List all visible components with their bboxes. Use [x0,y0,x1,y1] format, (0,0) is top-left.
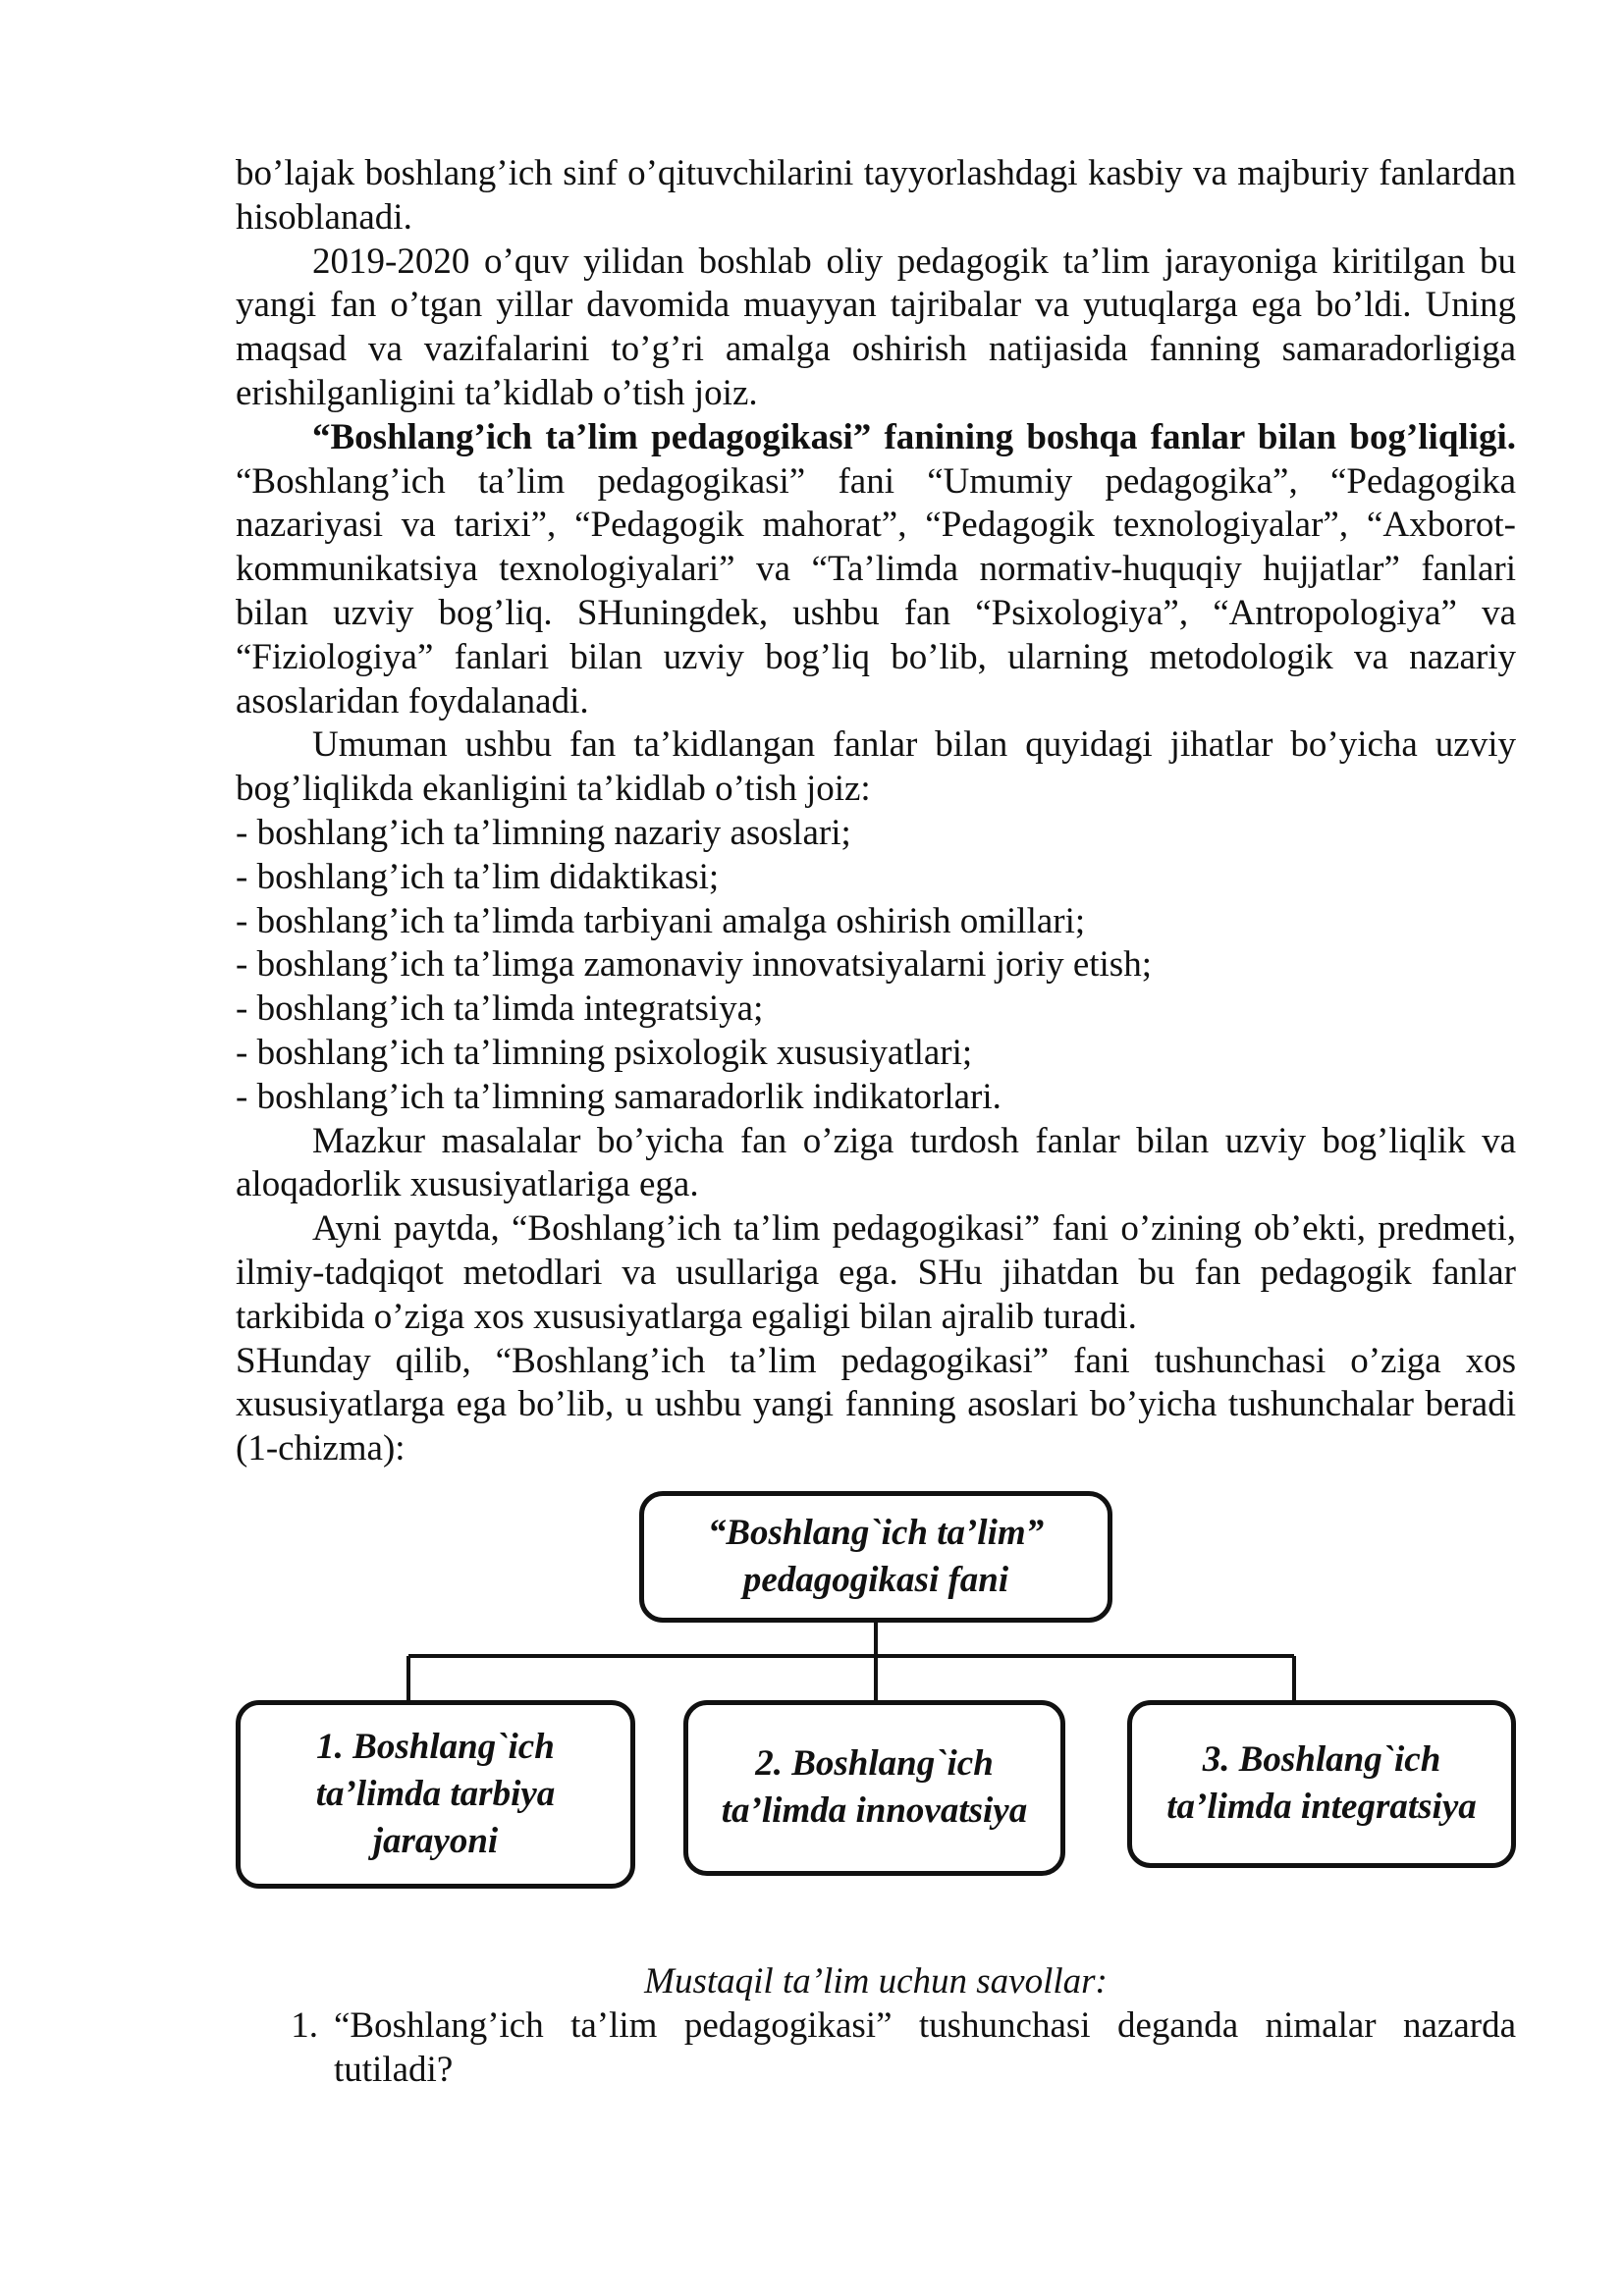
question-number: 1. [291,2004,318,2046]
paragraph-1: bo’lajak boshlang’ich sinf o’qituvchilarini tayyorlashdagi kasbiy va majburiy fanlardan hisoblanadi. [236,153,1516,238]
main-subject-box [639,1491,1112,1623]
list-item: - boshlang’ich ta’limning samaradorlik indikatorlari. [236,1076,1001,1117]
document-page [236,152,1516,2092]
list-item: - boshlang’ich ta’limga zamonaviy innovatsiyalarni joriy etish; [236,944,1152,986]
list-item: - boshlang’ich ta’limning nazariy asoslari; [236,812,851,853]
paragraph-4: Umuman ushbu fan ta’kidlangan fanlar bilan quyidagi jihatlar bo’yicha uzviy bog’liqlikda ekanligini ta’kidlab o’tish joiz: [236,724,1516,810]
question-item [236,2004,1516,2093]
aspects-list [236,812,1516,1120]
list-item: - boshlang’ich ta’limda tarbiyani amalga oshirish omillari; [236,900,1086,941]
list-item: - boshlang’ich ta’limda integratsiya; [236,988,764,1030]
section-heading: “Boshlang’ich ta’lim pedagogikasi” fanining boshqa fanlar bilan bog’liqligi. [312,416,1516,457]
main-subject-line-2: pedagogikasi fani [742,1559,1009,1600]
paragraph-7: SHunday qilib, “Boshlang’ich ta’lim pedagogikasi” fani tushunchasi o’ziga xos xususiyatlarga ega bo’lib, u ushbu yangi fanning asoslari bo’yicha tushunchalar beradi (1-chizma): [236,1340,1516,1469]
branch-box-3 [1127,1700,1516,1868]
branch-box-1 [236,1700,635,1889]
scheme-diagram [236,1491,1516,1903]
main-subject-line-1: “Boshlang`ich ta’lim” [707,1512,1045,1553]
branch-box-2 [683,1700,1065,1876]
paragraph-6: Ayni paytda, “Boshlang’ich ta’lim pedagogikasi” fani o’zining ob’ekti, predmeti, ilmiy-tadqiqot metodlari va usullariga ega. SHu jihatdan bu fan pedagogik fanlar tarkibida o’ziga xos xususiyatlarga egaligi bilan ajralib turadi. [236,1208,1516,1337]
branch-1-line: ta’limda tarbiya [315,1773,556,1814]
branch-1-line: jarayoni [372,1820,499,1861]
question-text: “Boshlang’ich ta’lim pedagogikasi” tushunchasi deganda nimalar nazarda tutiladi? [334,2004,1516,2090]
paragraph-5: Mazkur masalalar bo’yicha fan o’ziga turdosh fanlar bilan uzviy bog’liqlik va aloqadorlik xususiyatlariga ega. [236,1120,1516,1205]
branch-2-line: ta’limda innovatsiya [721,1790,1028,1832]
branch-1-line: 1. Boshlang`ich [316,1726,555,1767]
branch-3-line: ta’limda integratsiya [1166,1787,1477,1828]
paragraph-3-body: “Boshlang’ich ta’lim pedagogikasi” fani “Umumiy pedagogika”, “Pedagogika nazariyasi va tarixi”, “Pedagogik mahorat”, “Pedagogik texnologiyalar”, “Axborot- kommunikatsiya texnologiyalari” va “Ta’limda normativ-huquqiy hujjatlar” fanlari bilan uzviy bog’liq. SHuningdek, ushbu fan “Psixologiya”, “Antropologiya” va “Fiziologiya” fanlari bilan uzviy bog’liq bo’lib, ularning metodologik va nazariy asoslaridan foydalanadi. [236,460,1516,721]
list-item: - boshlang’ich ta’lim didaktikasi; [236,856,720,897]
list-item: - boshlang’ich ta’limning psixologik xususiyatlari; [236,1032,973,1073]
branch-3-line: 3. Boshlang`ich [1202,1739,1441,1781]
questions-title: Mustaqil ta’lim uchun savollar: [644,1960,1108,2002]
paragraph-3 [236,416,1516,724]
paragraph-2: 2019-2020 o’quv yilidan boshlab oliy pedagogik ta’lim jarayoniga kiritilgan bu yangi fan o’tgan yillar davomida muayyan tajribalar va yutuqlarga ega bo’ldi. Uning maqsad va vazifalarini to’g’ri amalga oshirish natijasida fanning samaradorligiga erishilganligini ta’kidlab o’tish joiz. [236,240,1516,413]
branch-2-line: 2. Boshlang`ich [755,1743,994,1785]
